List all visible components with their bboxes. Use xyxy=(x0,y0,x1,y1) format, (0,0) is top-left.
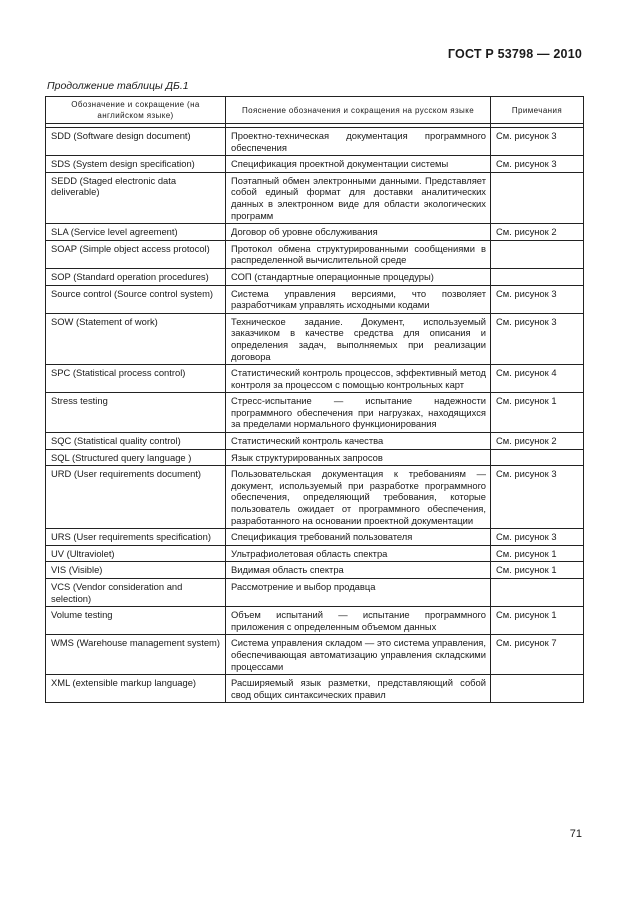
note-cell: См. рисунок 2 xyxy=(491,433,584,450)
term-cell: URS (User requirements specification) xyxy=(46,529,226,546)
table-row xyxy=(46,433,584,450)
table-row xyxy=(46,529,584,546)
description-cell: Видимая область спектра xyxy=(226,562,491,579)
description-cell: Техническое задание. Документ, используемый заказчиком в качестве средства для описания и определения задач, выполняемых при реализации договора xyxy=(226,313,491,364)
description-cell: Поэтапный обмен электронными данными. Представляет собой единый формат для доставки аналитических данных в электронном виде для области экологических программ xyxy=(226,172,491,223)
description-cell: Ультрафиолетовая область спектра xyxy=(226,545,491,562)
header-notes: Примечания xyxy=(491,97,584,124)
table-row xyxy=(46,466,584,529)
table-row xyxy=(46,156,584,173)
term-cell: SOP (Standard operation procedures) xyxy=(46,268,226,285)
description-cell: Объем испытаний — испытание программного приложения с определенным объемом данных xyxy=(226,607,491,635)
description-cell: Расширяемый язык разметки, представляющий собой свод общих синтаксических правил xyxy=(226,675,491,703)
term-cell: Stress testing xyxy=(46,393,226,433)
term-cell: SDD (Software design document) xyxy=(46,128,226,156)
table-row xyxy=(46,128,584,156)
note-cell: См. рисунок 3 xyxy=(491,128,584,156)
note-cell: См. рисунок 3 xyxy=(491,285,584,313)
note-cell: См. рисунок 3 xyxy=(491,156,584,173)
term-cell: VCS (Vendor consideration and selection) xyxy=(46,579,226,607)
table-row xyxy=(46,393,584,433)
description-cell: СОП (стандартные операционные процедуры) xyxy=(226,268,491,285)
table-row xyxy=(46,607,584,635)
standard-designation: ГОСТ Р 53798 — 2010 xyxy=(447,47,582,61)
term-cell: SQC (Statistical quality control) xyxy=(46,433,226,450)
table-row xyxy=(46,579,584,607)
description-cell: Спецификация проектной документации системы xyxy=(226,156,491,173)
description-cell: Рассмотрение и выбор продавца xyxy=(226,579,491,607)
note-cell: См. рисунок 1 xyxy=(491,607,584,635)
description-cell: Пользовательская документация к требованиям — документ, используемый при разработке программного обеспечения, определяющий требования, которые пользователь ожидает от программного обеспечения, разработанного на основании проектной документации xyxy=(226,466,491,529)
note-cell xyxy=(491,675,584,703)
note-cell: См. рисунок 2 xyxy=(491,224,584,241)
description-cell: Протокол обмена структурированными сообщениями в распределенной вычислительной среде xyxy=(226,240,491,268)
header-english-term: Обозначение и сокращение (на английском языке) xyxy=(46,97,226,124)
description-cell: Язык структурированных запросов xyxy=(226,449,491,466)
note-cell: См. рисунок 1 xyxy=(491,545,584,562)
note-cell: См. рисунок 3 xyxy=(491,313,584,364)
table-row xyxy=(46,172,584,223)
term-cell: WMS (Warehouse management system) xyxy=(46,635,226,675)
table-row xyxy=(46,449,584,466)
table-row xyxy=(46,224,584,241)
table-row xyxy=(46,545,584,562)
table-row xyxy=(46,562,584,579)
term-cell: SDS (System design specification) xyxy=(46,156,226,173)
description-cell: Проектно-техническая документация программного обеспечения xyxy=(226,128,491,156)
page-number: 71 xyxy=(569,828,582,840)
term-cell: UV (Ultraviolet) xyxy=(46,545,226,562)
table-header-row xyxy=(46,97,584,124)
term-cell: Source control (Source control system) xyxy=(46,285,226,313)
table-row xyxy=(46,675,584,703)
table-row xyxy=(46,240,584,268)
term-cell: Volume testing xyxy=(46,607,226,635)
table-row xyxy=(46,313,584,364)
description-cell: Статистический контроль процессов, эффективный метод контроля за процессом с помощью контрольных карт xyxy=(226,365,491,393)
note-cell: См. рисунок 7 xyxy=(491,635,584,675)
description-cell: Система управления складом — это система управления, обеспечивающая автоматизацию управления складскими процессами xyxy=(226,635,491,675)
note-cell: См. рисунок 3 xyxy=(491,529,584,546)
description-cell: Система управления версиями, что позволяет разработчикам управлять исходными кодами xyxy=(226,285,491,313)
term-cell: URD (User requirements document) xyxy=(46,466,226,529)
description-cell: Договор об уровне обслуживания xyxy=(226,224,491,241)
note-cell: См. рисунок 1 xyxy=(491,562,584,579)
term-cell: VIS (Visible) xyxy=(46,562,226,579)
note-cell xyxy=(491,449,584,466)
term-cell: XML (extensible markup language) xyxy=(46,675,226,703)
table-row xyxy=(46,268,584,285)
note-cell xyxy=(491,268,584,285)
description-cell: Стресс-испытание — испытание надежности программного обеспечения при нагрузках, находящихся за пределами нормального функционирования xyxy=(226,393,491,433)
term-cell: SEDD (Staged electronic data deliverable) xyxy=(46,172,226,223)
note-cell xyxy=(491,240,584,268)
term-cell: SLA (Service level agreement) xyxy=(46,224,226,241)
table-row xyxy=(46,285,584,313)
term-cell: SOAP (Simple object access protocol) xyxy=(46,240,226,268)
note-cell: См. рисунок 3 xyxy=(491,466,584,529)
description-cell: Статистический контроль качества xyxy=(226,433,491,450)
table-row xyxy=(46,365,584,393)
abbreviations-table xyxy=(45,96,584,703)
table-row xyxy=(46,635,584,675)
note-cell: См. рисунок 4 xyxy=(491,365,584,393)
note-cell xyxy=(491,172,584,223)
description-cell: Спецификация требований пользователя xyxy=(226,529,491,546)
note-cell xyxy=(491,579,584,607)
term-cell: SPC (Statistical process control) xyxy=(46,365,226,393)
term-cell: SQL (Structured query language ) xyxy=(46,449,226,466)
table-caption: Продолжение таблицы ДБ.1 xyxy=(47,80,189,92)
header-russian-explanation: Пояснение обозначения и сокращения на русском языке xyxy=(226,97,491,124)
term-cell: SOW (Statement of work) xyxy=(46,313,226,364)
note-cell: См. рисунок 1 xyxy=(491,393,584,433)
